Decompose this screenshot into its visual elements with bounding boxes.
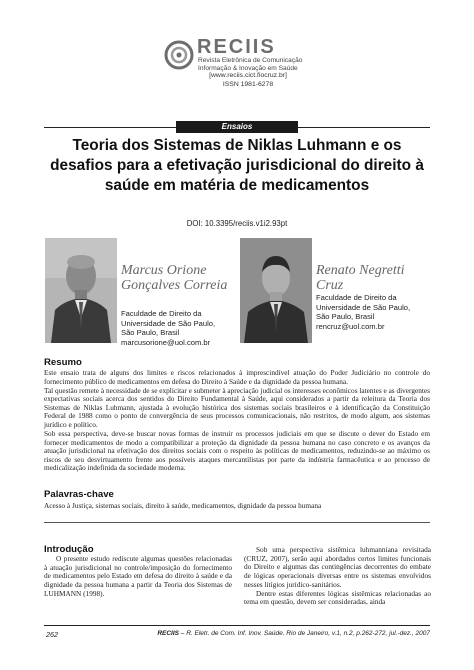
author-affiliation [316, 293, 434, 331]
abstract-paragraph: Este ensaio trata de alguns dos limites e riscos relacionados à imprescindível atuação do Poder Judiciário no controle do fornecimento público de medicamentos em defesa do Direito à Saúde e da dignidade da pessoa humana. [44, 368, 430, 386]
citation-journal: RECIIS [157, 630, 179, 637]
intro-heading: Introdução [44, 544, 94, 555]
journal-url[interactable]: [www.reciis.cict.fiocruz.br] [209, 72, 287, 79]
affiliation-line: Faculdade de Direito da [121, 309, 202, 318]
issn: ISSN 1981-6278 [222, 81, 274, 88]
author-portrait-image [45, 238, 117, 343]
reciis-logo-icon [164, 40, 194, 70]
journal-name: RECIIS [197, 36, 276, 58]
author-name: Marcus Orione Gonçalves Correia [121, 263, 228, 293]
section-label: Ensaios [176, 121, 298, 133]
keywords-heading: Palavras-chave [44, 489, 114, 500]
affiliation-line: Universidade de São Paulo, [121, 318, 216, 328]
intro-paragraph: Dentre estas diferentes lógicas sistêmicas relacionadas ao tema em questão, devem ser consideradas, ainda [244, 588, 431, 607]
author-email[interactable]: rencruz@uol.com.br [316, 321, 385, 331]
affiliation-line: Universidade de São Paulo, [316, 302, 411, 312]
page-number: 262 [46, 630, 58, 639]
keywords-text: Acesso à Justiça, sistemas sociais, direito à saúde, medicamentos, dignidade da pessoa humana [44, 501, 322, 510]
journal-tagline: Revista Eletrônica de Comunicação [198, 57, 303, 64]
intro-paragraph: Sob uma perspectiva sistêmica luhmanniana revisitada (CRUZ, 2007), serão aqui abordados certos limites funcionais do Direito e algumas das contingências decorrentes do embate de lógicas operacionais diversas entre os sistemas envolvidos nesses litígios jurídico-sanitários. [244, 545, 431, 589]
journal-logo [164, 38, 324, 72]
author-affiliation [121, 309, 239, 347]
journal-tagline-2: Informação & Inovação em Saúde [198, 65, 298, 72]
citation-details: – R. Eletr. de Com. Inf. Inov. Saúde. Rio de Janeiro, v.1, n.2, p.262-272, jul.-dez., 2007 [179, 630, 430, 637]
author-photo [240, 238, 312, 343]
affiliation-line: Faculdade de Direito da [316, 293, 397, 302]
affiliation-line: São Paulo, Brasil [121, 328, 180, 337]
author-photo [45, 238, 117, 343]
abstract-paragraph: Sob essa perspectiva, deve-se buscar novas formas de instruir os processos judiciais em que se discute o dever do Estado em fornecer medicamentos de modo a compatibilizar a proteção da dignidade da pessoa humana no caso concreto e os avanços da atuação jurisdicional na efetivação dos direitos sociais com o respeito às políticas de medicamentos, reduzindo-se ao máximo os riscos de seu desvirtuamento frente aos possíveis ataques mercantilistas por parte da indústria farmacêutica e ao processo de medicalização indefinida da sociedade moderna. [44, 428, 430, 473]
abstract-body [44, 369, 430, 473]
article-title: Teoria dos Sistemas de Niklas Luhmann e os desafios para a efetivação jurisdicional do direito à saúde em matéria de medicamentos [50, 137, 424, 194]
intro-paragraph: O presente estudo rediscute algumas questões relacionadas à atuação jurisdicional no controle/imposição do fornecimento de medicamentos pelo Estado em defesa do direito à saúde e da dignidade da pessoa humana a partir da Teoria dos Sistemas de LUHMANN (1998). [44, 554, 232, 598]
keywords-divider [44, 522, 430, 523]
journal-citation [150, 630, 430, 637]
author-name: Renato Negretti Cruz [316, 263, 405, 293]
doi[interactable]: DOI: 10.3395/reciis.v1i2.93pt [186, 219, 288, 228]
intro-column-right [244, 546, 431, 607]
abstract-paragraph: Tal questão remete à necessidade de se explicitar e submeter à apreciação judicial os interesses econômicos latentes e as divergentes expectativas sociais acerca dos sentidos do Direito Fundamental à Saúde, aqui considerados a partir da releitura da Teoria dos Sistemas de Niklas Luhmann, ajustada à evolução histórica dos sistemas sociais brasileiros e à identificação da Constituição Federal de 1988 como o ponto de convergência de seus processos comunicacionais, não restritos, de modo algum, aos sistemas jurídico e político. [44, 385, 430, 429]
author-email[interactable]: marcusorione@uol.com.br [121, 337, 211, 347]
author-portrait-image [240, 238, 312, 343]
intro-column-left [44, 555, 232, 599]
footer-divider [44, 625, 430, 626]
affiliation-line: São Paulo, Brasil [316, 312, 375, 321]
abstract-heading: Resumo [44, 357, 82, 368]
